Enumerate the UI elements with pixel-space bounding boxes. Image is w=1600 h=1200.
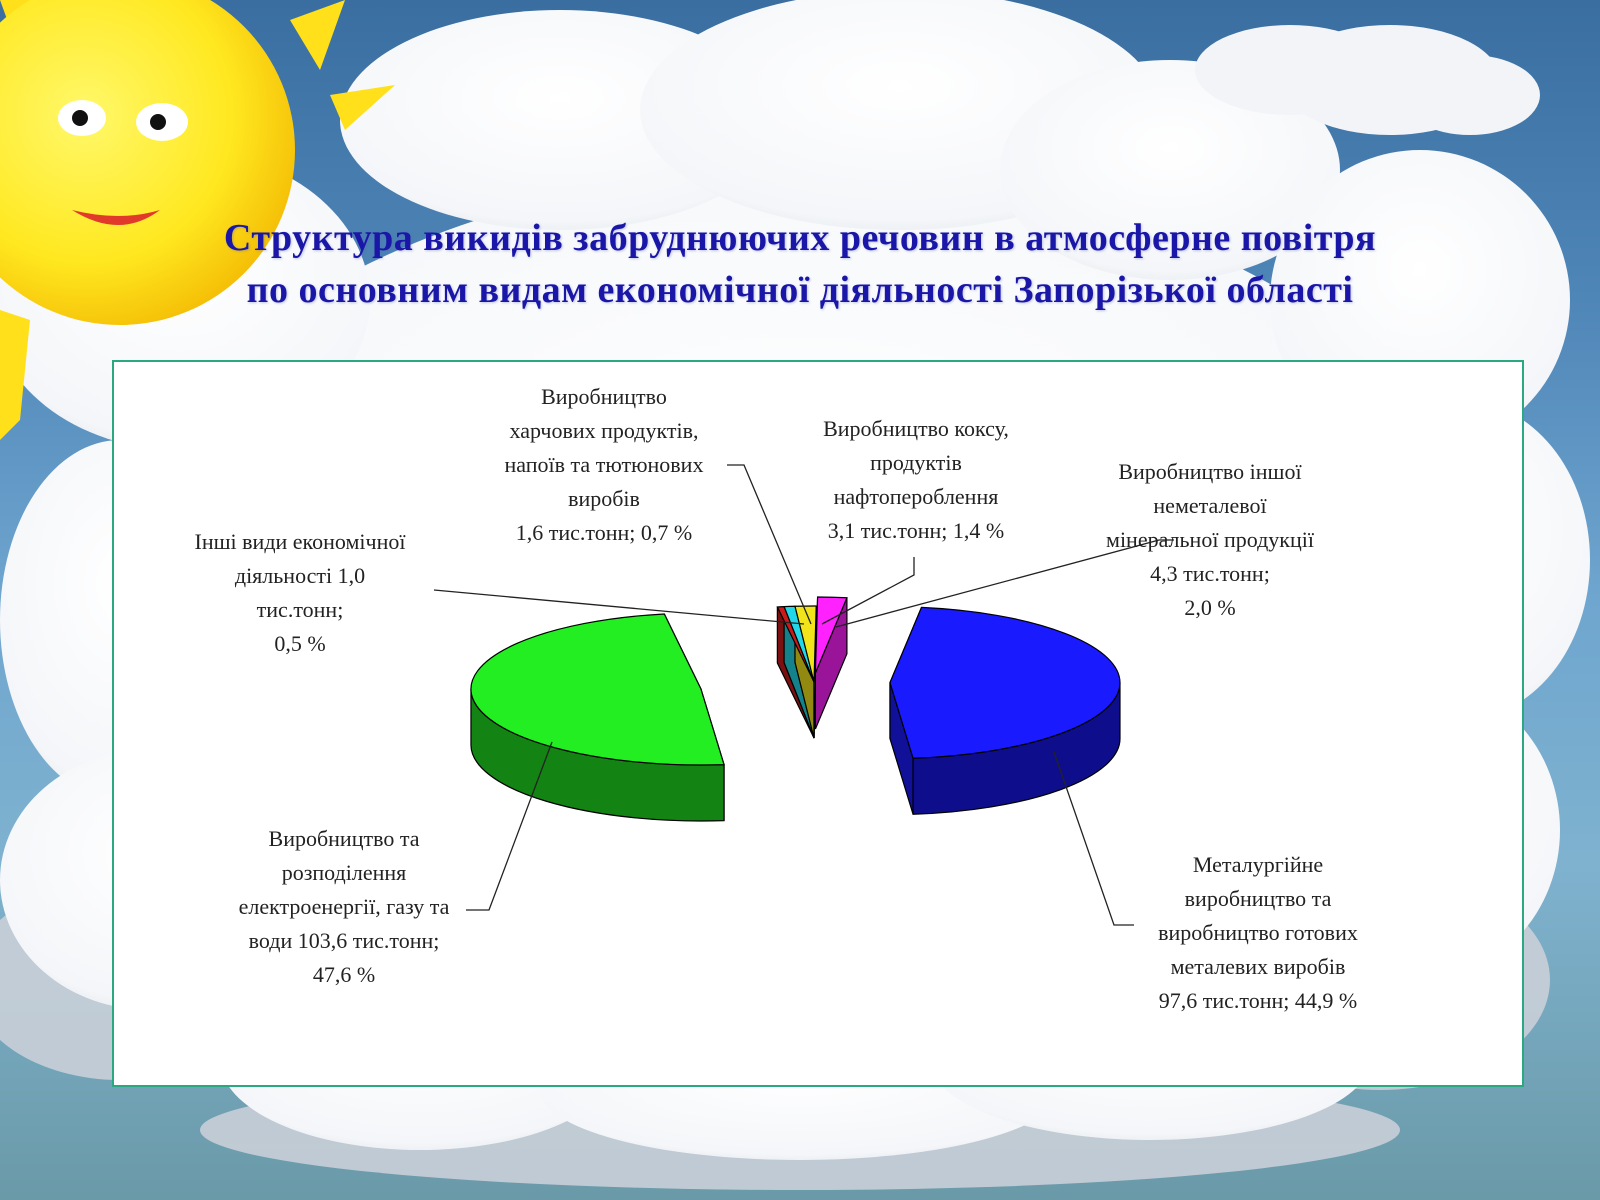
data-label-5: Виробництво іншої неметалевої мінеральної продукції 4,3 тис.тонн; 2,0 %	[1106, 459, 1314, 620]
title-line-2: по основним видам економічної діяльності Запорізької області	[246, 269, 1354, 311]
data-label-3: Виробництво харчових продуктів, напоїв та тютюнових виробів 1,6 тис.тонн; 0,7 %	[504, 384, 704, 545]
pie-chart	[114, 362, 1522, 1085]
data-label-2: Інші види економічної діяльності 1,0 тис.тонн; 0,5 %	[194, 529, 406, 656]
chart-panel	[112, 360, 1524, 1087]
data-label-4: Виробництво коксу, продуктів нафтопероблення 3,1 тис.тонн; 1,4 %	[823, 416, 1009, 543]
page-title	[100, 212, 1500, 316]
data-label-0: Металургійне виробництво та виробництво готових металевих виробів 97,6 тис.тонн; 44,9 %	[1158, 852, 1358, 1013]
data-labels	[195, 384, 1358, 1013]
leader-line-3	[727, 465, 811, 624]
title-line-1: Структура викидів забруднюючих речовин в атмосферне повітря	[223, 217, 1377, 259]
data-label-1: Виробництво та розподілення електроенергії, газу та води 103,6 тис.тонн; 47,6 %	[238, 826, 450, 987]
leader-line-5	[836, 540, 1174, 627]
